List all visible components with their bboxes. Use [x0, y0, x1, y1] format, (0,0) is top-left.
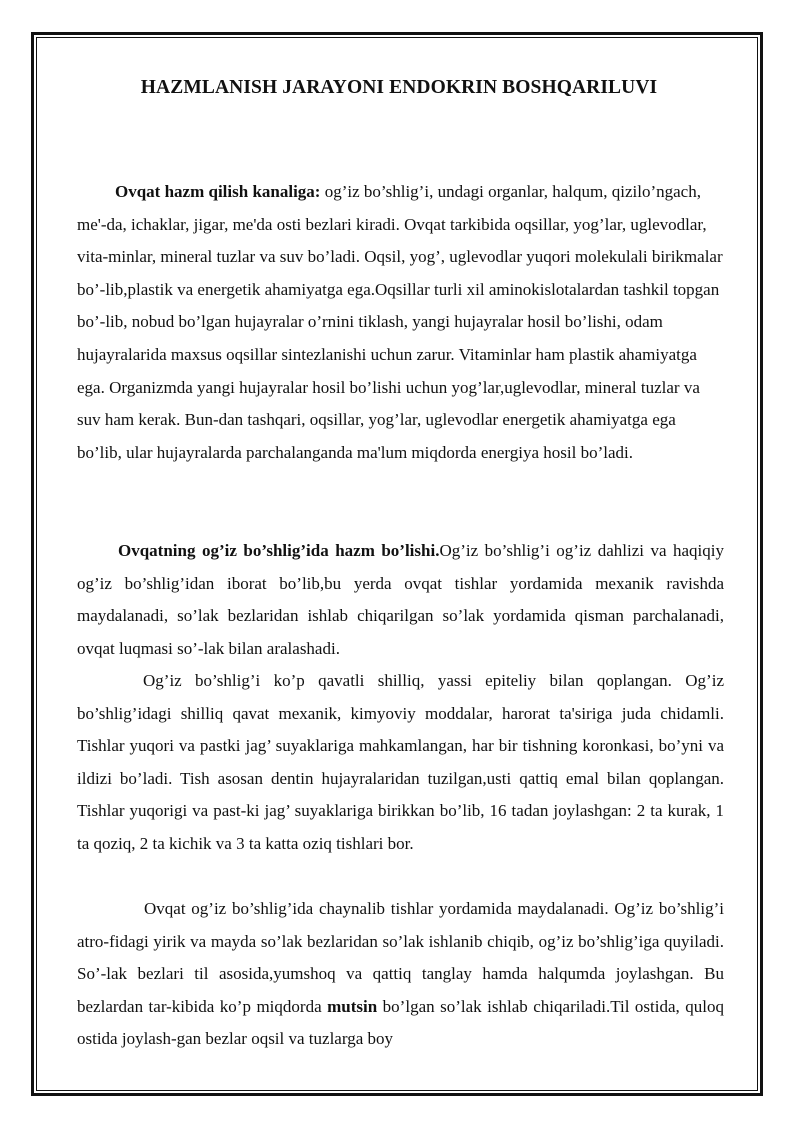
paragraph-oral-digestion	[77, 535, 724, 665]
section-oral-digestion	[77, 535, 724, 665]
paragraph-oral-mucosa	[77, 665, 724, 861]
paragraph-digestive-canal	[77, 176, 724, 469]
paragraph-heading-oral-digestion: Ovqatning og’iz bo’shlig’ida hazm bo’lishi.	[118, 541, 440, 560]
section-chewing	[77, 893, 724, 1056]
term-mutsin: mutsin	[327, 996, 378, 1016]
paragraph-text-chewing-end: bo’lgan so’lak ishlab chiqariladi.Til ostida, quloq ostida joylash-gan bezlar oqsil va tuzlarga boy	[77, 996, 724, 1049]
paragraph-text-chewing-start: Ovqat og’iz bo’shlig’ida chaynalib tishlar yordamida maydalanadi. Og’iz bo’shlig’i atro-fidagi yirik va mayda so’lak bezlaridan so’lak ishlanib chiqib, og’iz bo’shlig’iga quyiladi. So’-lak bezlari til asosida,yumshoq va qattiq tanglay hamda halqumda joylashgan. Bu bezlardan tar-kibida ko’p miqdorda	[77, 899, 724, 1016]
paragraph-text-oral-mucosa: Og’iz bo’shlig’i ko’p qavatli shilliq, yassi epiteliy bilan qoplangan. Og’iz bo’shlig’idagi shilliq qavat mexanik, kimyoviy moddalar, harorat ta'siriga juda chidamli. Tishlar yuqori va pastki jag’ suyaklariga mahkamlangan, har bir tishning koronkasi, bo’yni va ildizi bo’ladi. Tish asosan dentin hujayralaridan tuzilgan,usti qattiq emal bilan qoplangan. Tishlar yuqorigi va past-ki jag’ suyaklariga birikkan bo’lib, 16 tadan joylashgan: 2 ta kurak, 1 ta qoziq, 2 ta kichik va 3 ta katta oziq tishlari bor.	[77, 671, 724, 853]
document-title: HAZMLANISH JARAYONI ENDOKRIN BOSHQARILUVI	[140, 77, 658, 98]
section-oral-mucosa	[77, 665, 724, 861]
paragraph-text-digestive-canal: og’iz bo’shlig’i, undagi organlar, halqum, qizilo’ngach, me'-da, ichaklar, jigar, me'da osti bezlari kiradi. Ovqat tarkibida oqsillar, yog’lar, uglevodlar, vita-minlar, mineral tuzlar va suv bo’ladi. Oqsil, yog’, uglevodlar yuqori molekulali birikmalar bo’-lib,plastik va energetik ahamiyatga ega.Oqsillar turli xil aminokislotalardan tashkil topgan bo’-lib, nobud bo’lgan hujayralar o’rnini tiklash, yangi hujayralar hosil bo’lishi, odam hujayralarida maxsus oqsillar sintezlanishi uchun zarur. Vitaminlar ham plastik ahamiyatga ega. Organizmda yangi hujayralar hosil bo’lishi uchun yog’lar,uglevodlar, mineral tuzlar va suv ham kerak. Bun-dan tashqari, oqsillar, yog’lar, uglevodlar energetik ahamiyatga ega bo’lib, ular hujayralarda parchalanganda ma'lum miqdorda energiya hosil bo’ladi.	[77, 182, 723, 462]
paragraph-heading-digestive-canal: Ovqat hazm qilish kanaliga:	[115, 182, 321, 201]
paragraph-chewing	[77, 893, 724, 1056]
paragraph-text-oral-digestion: Og’iz bo’shlig’i og’iz dahlizi va haqiqiy og’iz bo’shlig’idan iborat bo’lib,bu yerda ovqat tishlar yordamida mexanik ravishda maydalanadi, so’lak bezlaridan ishlab chiqarilgan so’lak yordamida qisman parchalanadi, ovqat luqmasi so’-lak bilan aralashadi.	[77, 541, 724, 658]
section-digestive-canal	[77, 176, 724, 469]
